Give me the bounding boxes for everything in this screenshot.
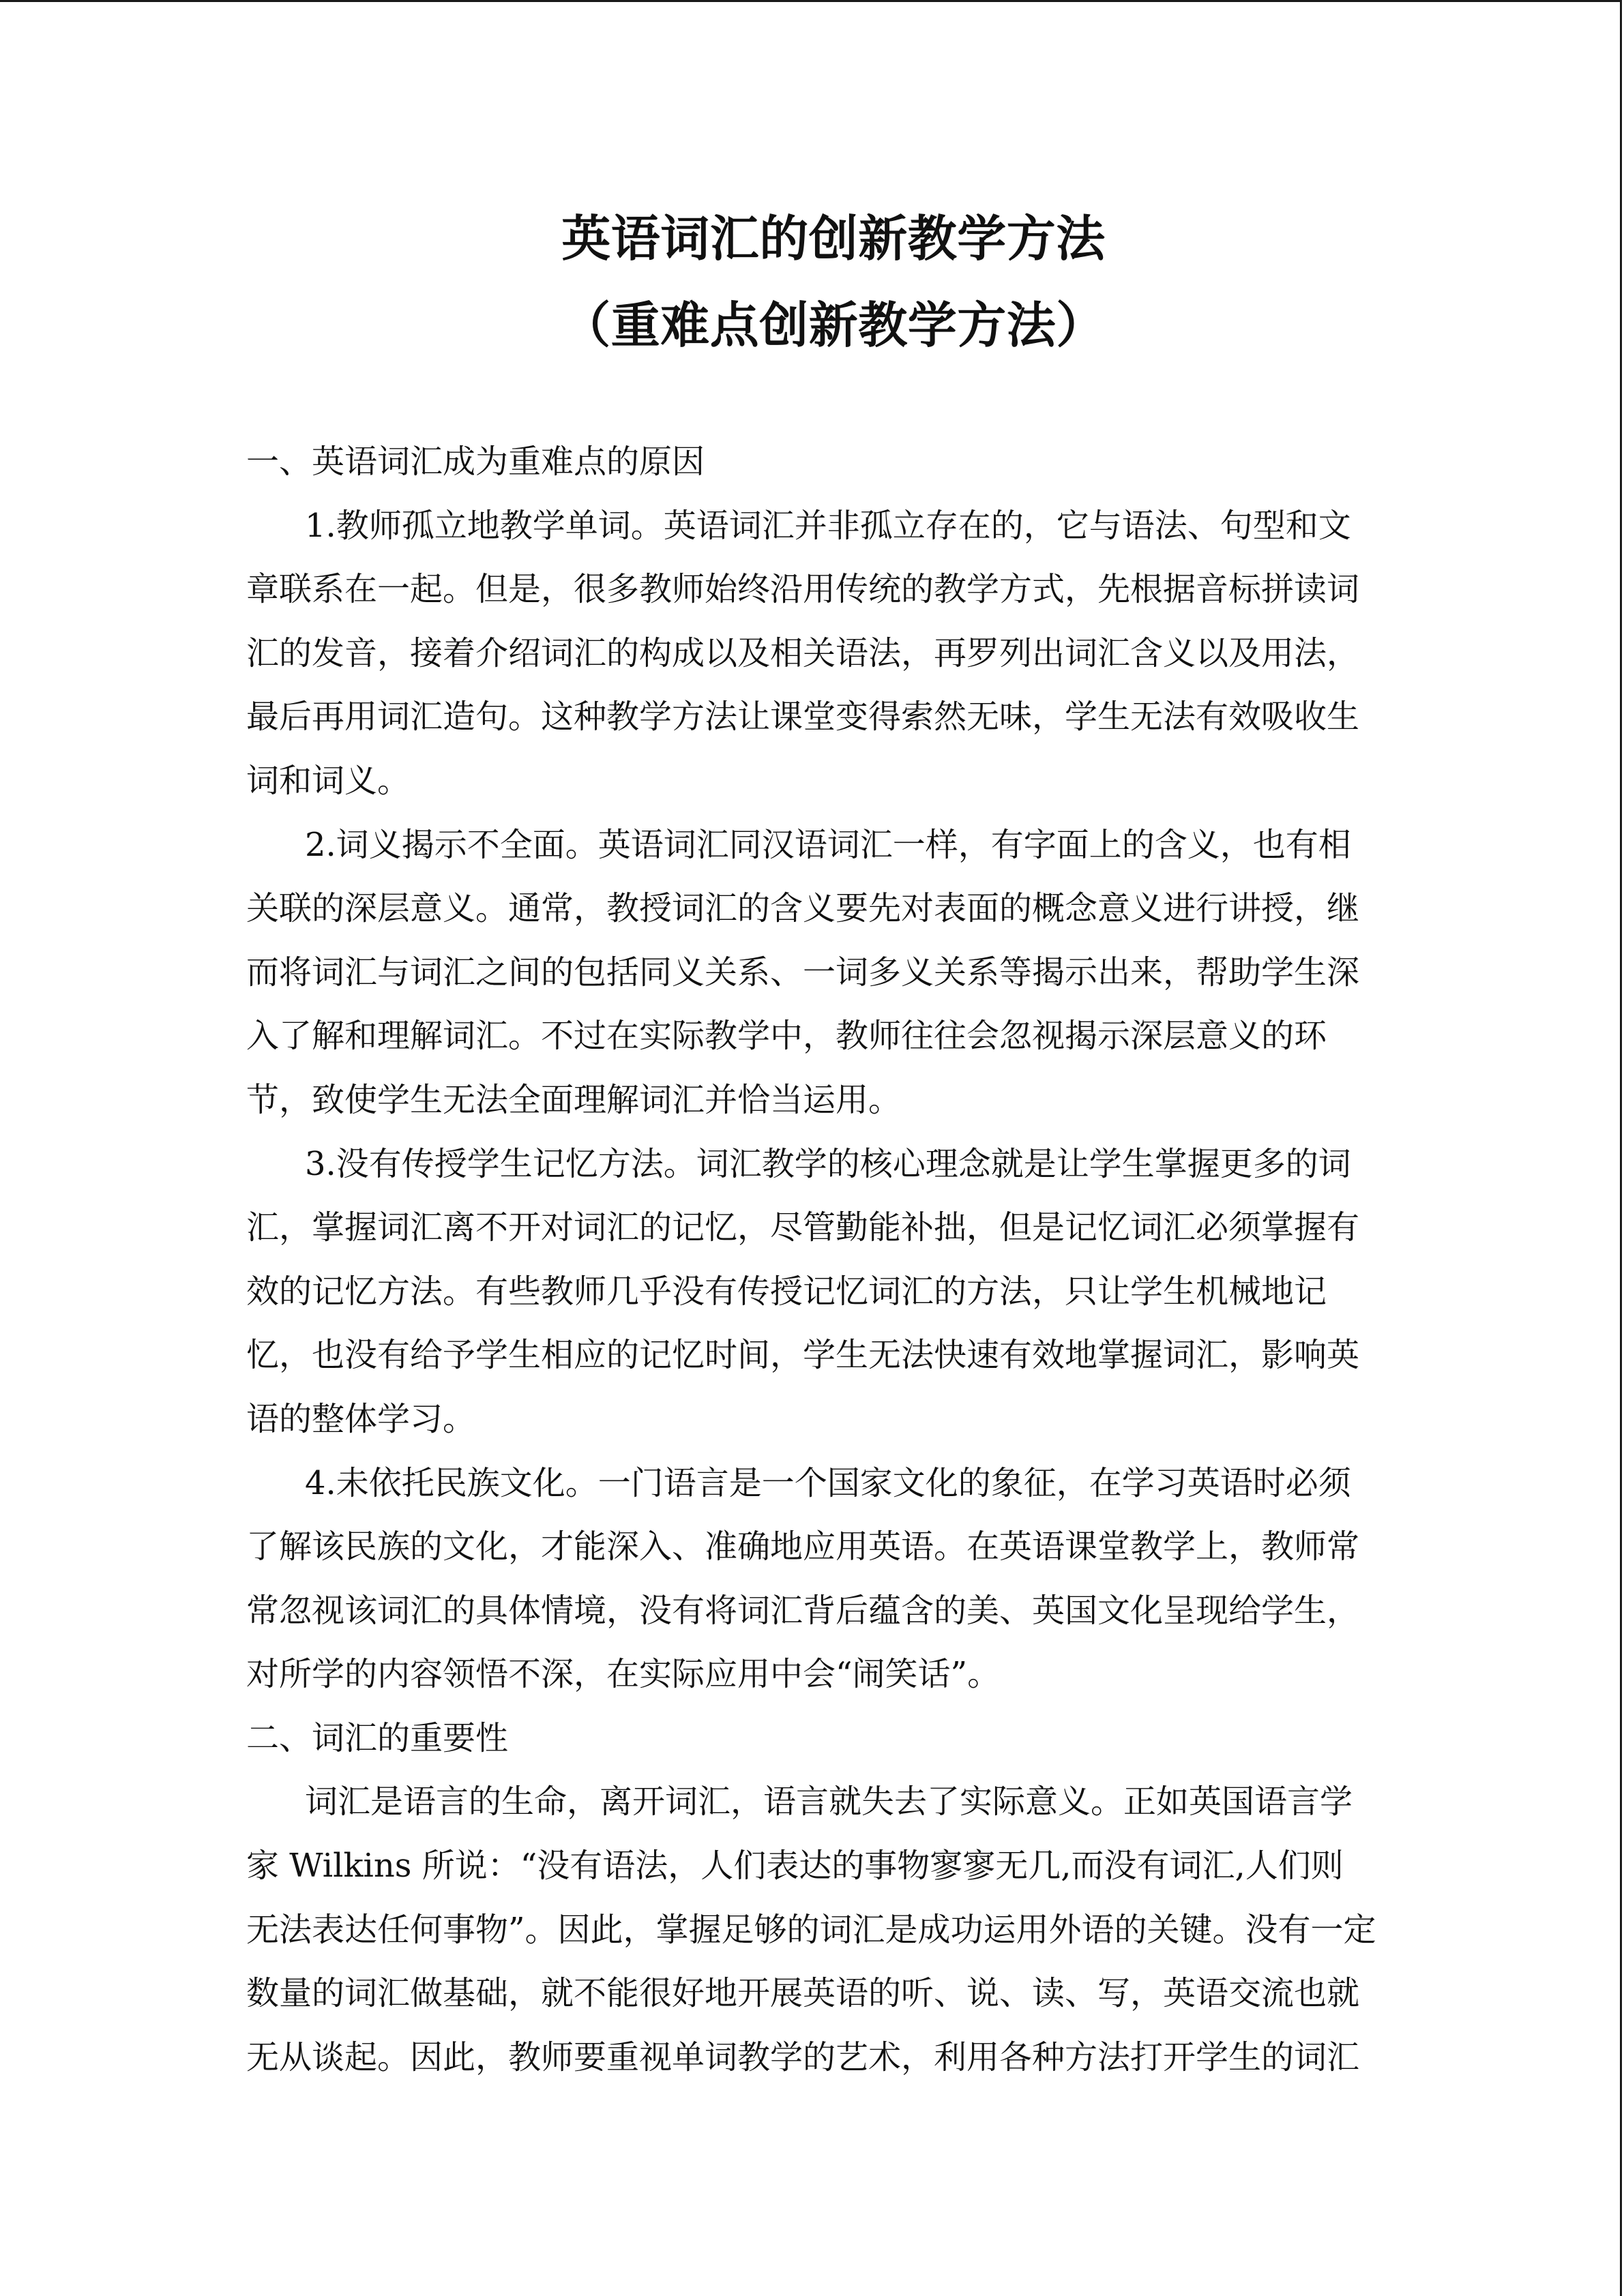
paragraph — [246, 494, 1406, 814]
paragraph-line: 对所学的内容领悟不深，在实际应用中会“闹笑话”。 — [246, 1655, 1001, 1694]
paragraph-line: 1.教师孤立地教学单词。英语词汇并非孤立存在的，它与语法、句型和文 — [305, 506, 1351, 545]
paragraph-line: 2.词义揭示不全面。英语词汇同汉语词汇一样，有字面上的含义，也有相 — [305, 825, 1351, 864]
title-block — [246, 195, 1421, 368]
paragraph-line: 4.未依托民族文化。一门语言是一个国家文化的象征，在学习英语时必须 — [305, 1463, 1351, 1502]
paragraph-line: 汇，掌握词汇离不开对词汇的记忆，尽管勤能补拙，但是记忆词汇必须掌握有 — [246, 1208, 1360, 1247]
paragraph-line: 家 Wilkins 所说：“没有语法，人们表达的事物寥寥无几,而没有词汇,人们则 — [246, 1847, 1344, 1885]
document-subtitle: （重难点创新教学方法） — [561, 296, 1106, 354]
paragraph-line: 入了解和理解词汇。不过在实际教学中，教师往往会忽视揭示深层意义的环 — [246, 1017, 1327, 1056]
paragraph-line: 3.没有传授学生记忆方法。词汇教学的核心理念就是让学生掌握更多的词 — [305, 1144, 1351, 1183]
paragraph-line: 无法表达任何事物”。因此，掌握足够的词汇是成功运用外语的关键。没有一定 — [246, 1910, 1376, 1949]
paragraph-line: 词和词义。 — [246, 761, 411, 800]
paragraph-line: 最后再用词汇造句。这种教学方法让课堂变得索然无味，学生无法有效吸收生 — [246, 698, 1360, 736]
document-title: 英语词汇的创新教学方法 — [561, 209, 1106, 267]
document-body — [246, 430, 1406, 2089]
paragraph — [246, 814, 1406, 1133]
paragraph-line: 章联系在一起。但是，很多教师始终沿用传统的教学方式，先根据音标拼读词 — [246, 570, 1360, 609]
paragraph-line: 语的整体学习。 — [246, 1399, 476, 1438]
paragraph — [246, 1770, 1406, 2089]
paragraph-line: 常忽视该词汇的具体情境，没有将词汇背后蕴含的美、英国文化呈现给学生， — [246, 1591, 1360, 1630]
section-heading: 二、词汇的重要性 — [246, 1718, 509, 1757]
paragraph-line: 效的记忆方法。有些教师几乎没有传授记忆词汇的方法，只让学生机械地记 — [246, 1272, 1327, 1311]
paragraph-line: 词汇是语言的生命，离开词汇，语言就失去了实际意义。正如英国语言学 — [305, 1783, 1353, 1821]
section-heading: 一、英语词汇成为重难点的原因 — [246, 443, 705, 481]
paragraph-line: 关联的深层意义。通常，教授词汇的含义要先对表面的概念意义进行讲授，继 — [246, 889, 1360, 928]
paragraph-line: 数量的词汇做基础，就不能很好地开展英语的听、说、读、写，英语交流也就 — [246, 1974, 1360, 2013]
paragraph-line: 节，致使学生无法全面理解词汇并恰当运用。 — [246, 1080, 902, 1119]
paragraph — [246, 1452, 1406, 1707]
paragraph-line: 汇的发音，接着介绍词汇的构成以及相关语法，再罗列出词汇含义以及用法， — [246, 633, 1360, 672]
paragraph — [246, 1133, 1406, 1452]
paragraph-line: 而将词汇与词汇之间的包括同义关系、一词多义关系等揭示出来，帮助学生深 — [246, 953, 1360, 992]
paragraph-line: 忆，也没有给予学生相应的记忆时间，学生无法快速有效地掌握词汇，影响英 — [246, 1336, 1360, 1375]
paragraph-line: 无从谈起。因此，教师要重视单词教学的艺术，利用各种方法打开学生的词汇 — [246, 2038, 1360, 2076]
paragraph-line: 了解该民族的文化，才能深入、准确地应用英语。在英语课堂教学上，教师常 — [246, 1527, 1360, 1566]
